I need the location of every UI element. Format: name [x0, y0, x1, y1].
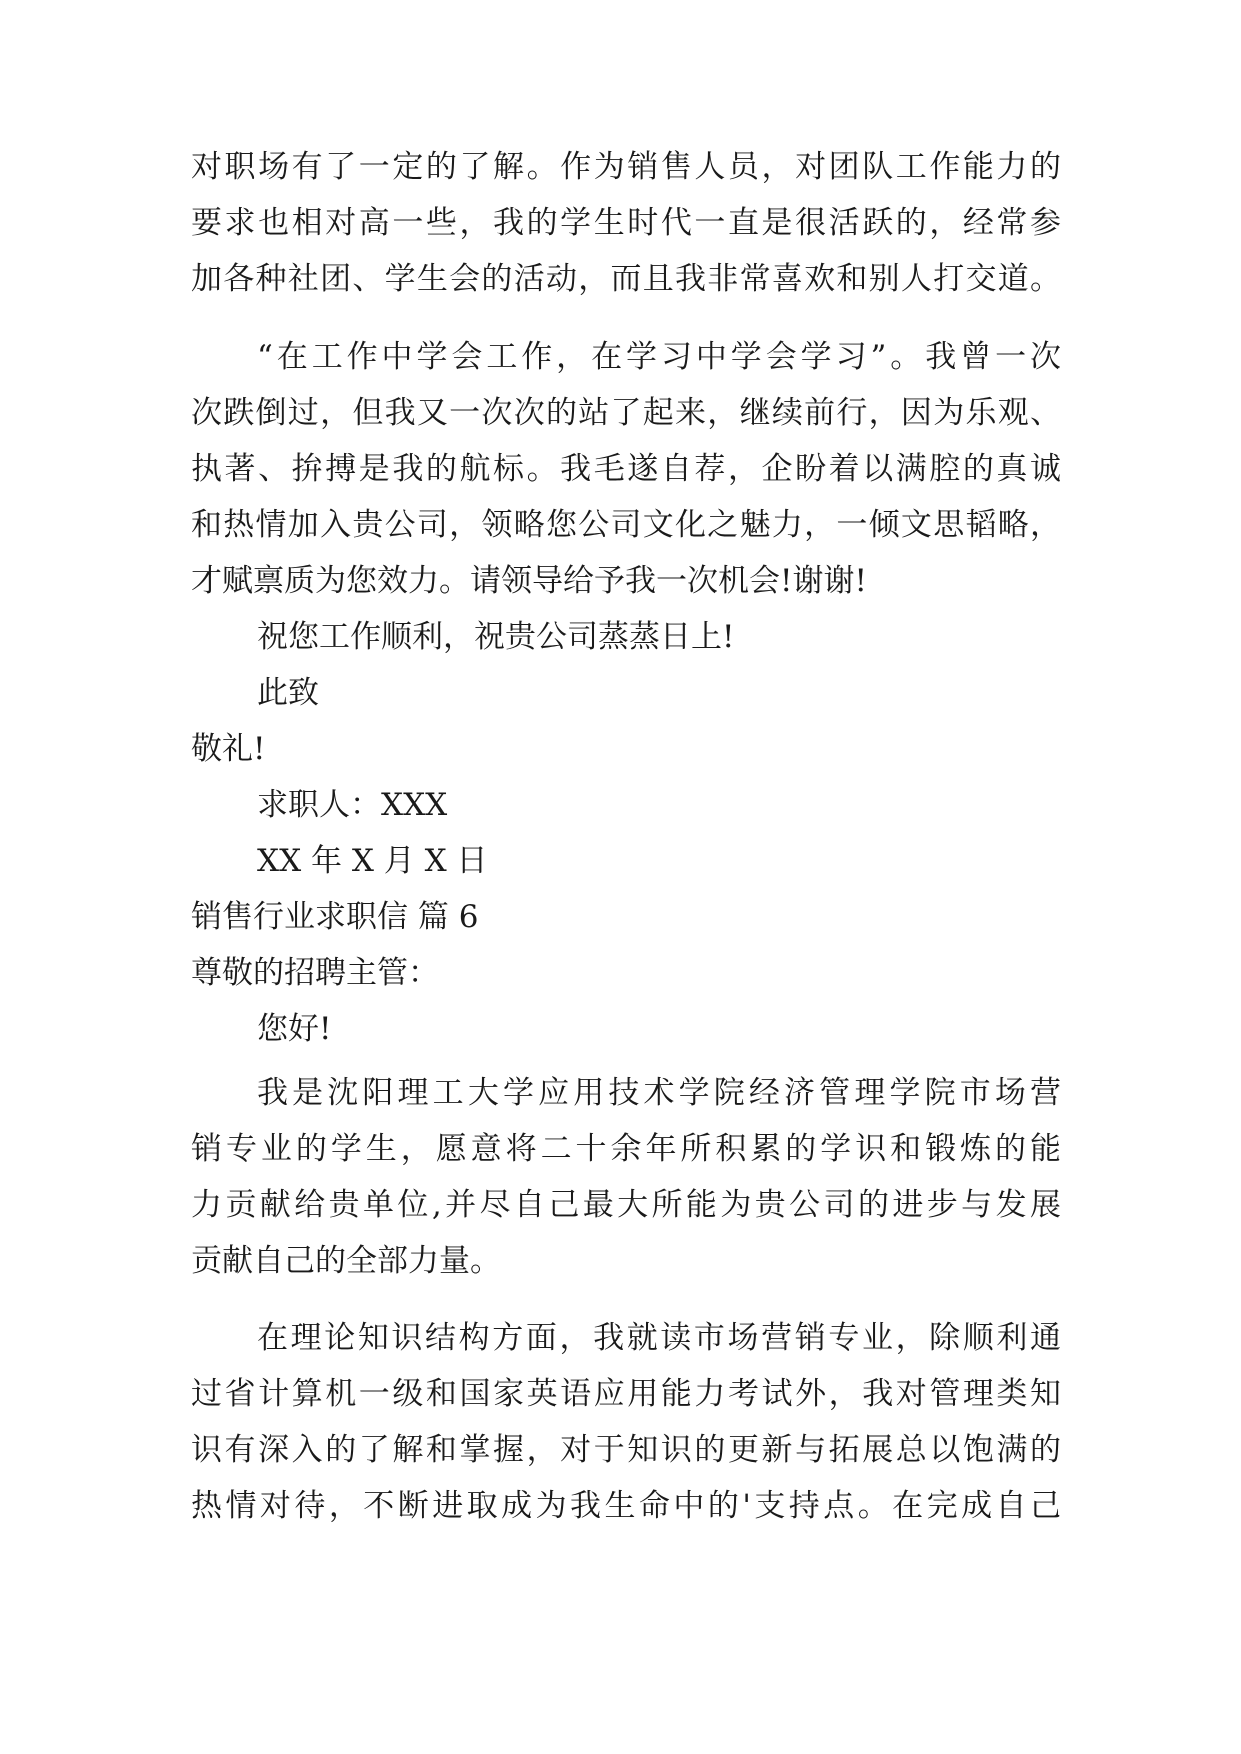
text-line: 才赋禀质为您效力。请领导给予我一次机会!谢谢! — [191, 563, 867, 599]
text-line: 要求也相对高一些，我的学生时代一直是很活跃的，经常参 — [191, 205, 1061, 241]
text-line: 加各种社团、学生会的活动，而且我非常喜欢和别人打交道。 — [191, 261, 1061, 297]
text-line: 力贡献给贵单位,并尽自己最大所能为贵公司的进步与发展 — [191, 1187, 1061, 1223]
text-line: “在工作中学会工作，在学习中学会学习”。我曾一次 — [257, 339, 1061, 375]
text-line: 我是沈阳理工大学应用技术学院经济管理学院市场营 — [257, 1075, 1061, 1111]
text-line: 执著、拚搏是我的航标。我毛遂自荐，企盼着以满腔的真诚 — [191, 451, 1061, 487]
recipient-greeting: 尊敬的招聘主管： — [191, 955, 439, 991]
text-line: 对职场有了一定的了解。作为销售人员，对团队工作能力的 — [191, 149, 1061, 185]
section-title: 销售行业求职信 篇 6 — [191, 899, 479, 935]
text-line: 销专业的学生，愿意将二十余年所积累的学识和锻炼的能 — [191, 1131, 1061, 1167]
letter-date: XX 年 X 月 X 日 — [257, 843, 488, 879]
text-line: 贡献自己的全部力量。 — [191, 1243, 501, 1279]
text-line: 过省计算机一级和国家英语应用能力考试外，我对管理类知 — [191, 1376, 1061, 1412]
applicant-signature: 求职人：XXX — [257, 787, 448, 823]
text-line: 次跌倒过，但我又一次次的站了起来，继续前行，因为乐观、 — [191, 395, 1061, 431]
greeting: 您好! — [257, 1011, 332, 1047]
text-line: 和热情加入贵公司，领略您公司文化之魅力，一倾文思韬略， — [191, 507, 1061, 543]
text-line: 在理论知识结构方面，我就读市场营销专业，除顺利通 — [257, 1320, 1061, 1356]
closing-phrase: 此致 — [257, 675, 319, 711]
salutation-closing: 敬礼! — [191, 731, 266, 767]
text-line: 识有深入的了解和掌握，对于知识的更新与拓展总以饱满的 — [191, 1432, 1061, 1468]
text-line: 热情对待，不断进取成为我生命中的'支持点。在完成自己 — [191, 1488, 1061, 1524]
text-line: 祝您工作顺利，祝贵公司蒸蒸日上! — [257, 619, 735, 655]
